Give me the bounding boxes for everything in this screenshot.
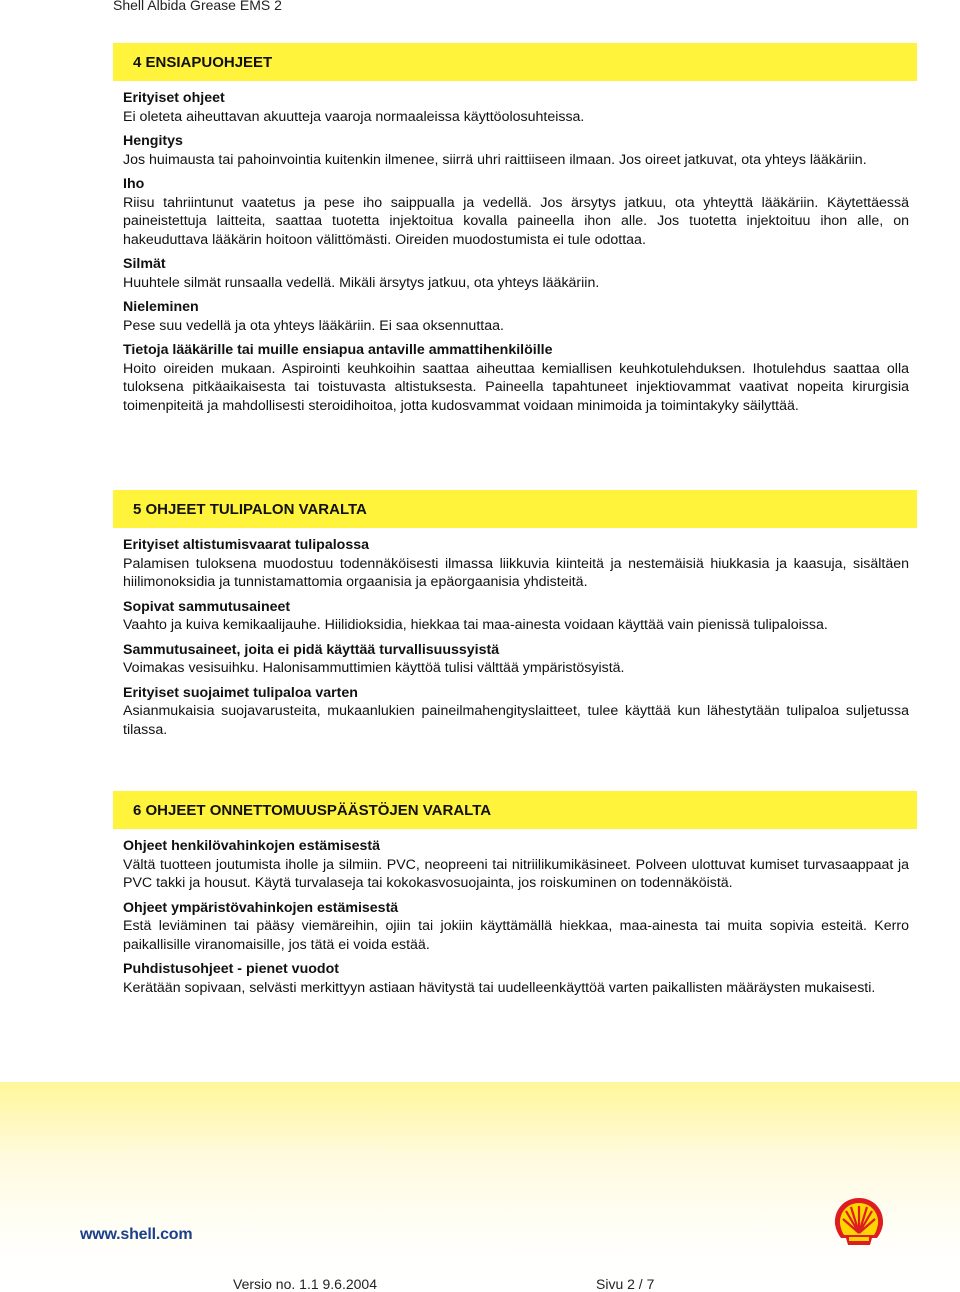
subsection-inhalation — [123, 132, 909, 169]
subsection-physician-info — [123, 341, 909, 415]
subsection-text: Voimakas vesisuihku. Halonisammuttimien käyttöä tulisi välttää ympäristösyistä. — [123, 660, 625, 676]
section-title-bar — [113, 43, 917, 81]
subsection-eyes — [123, 255, 909, 292]
subsection-heading: Puhdistusohjeet - pienet vuodot — [123, 961, 339, 977]
section-title-bar — [113, 490, 917, 528]
section-first-aid — [113, 43, 917, 415]
subsection-heading: Erityiset suojaimet tulipaloa varten — [123, 684, 358, 701]
subsection-heading: Silmät — [123, 256, 166, 272]
website-logo: www.shell.com — [80, 1226, 193, 1243]
subsection-heading: Ohjeet henkilövahinkojen estämisestä — [123, 838, 381, 854]
subsection-heading: Sopivat sammutusaineet — [123, 598, 291, 615]
shell-pecten-logo-icon — [832, 1196, 886, 1248]
subsection-heading: Erityiset ohjeet — [123, 90, 225, 106]
subsection-text: Hoito oireiden mukaan. Aspirointi keuhkoihin saattaa aiheuttaa kemiallisen keuhkotulehduksen. Ihotulehdus saattaa olla tuloksena pitkäaikaisesta tai toistuvasta altistuksesta. Paineella tapahtuneet injektiovammat vaativat nopeita kirurgisia toimenpiteitä ja mahdollisesti steroidihoitoa, jotta kudosvammat voidaan minimoida ja toimintakyky säilyttää. — [123, 360, 909, 414]
section-title-bar — [113, 791, 917, 829]
subsection-cleanup-small-spills — [123, 960, 909, 997]
subsection-skin — [123, 175, 909, 249]
section-fire-fighting — [113, 490, 917, 739]
subsection-text: Asianmukaisia suojavarusteita, mukaanlukien paineilmahengityslaitteet, tulee käyttää kun lähestytään tulipaloa suljetussa tilassa. — [123, 703, 909, 738]
subsection-personal-precautions — [123, 837, 909, 893]
subsection-extinguishing-media — [123, 598, 909, 635]
version-info: Versio no. 1.1 9.6.2004 — [233, 1276, 377, 1292]
subsection-heading: Sammutusaineet, joita ei pidä käyttää turvallisuussyistä — [123, 641, 500, 658]
subsection-heading: Erityiset altistumisvaarat tulipalossa — [123, 537, 370, 553]
subsection-text: Riisu tahriintunut vaatetus ja pese iho saippualla ja vedellä. Jos ärsytys jatkuu, ota yhteyttä lääkäriin. Käytettäessä paineistettuja laitteita, saattaa tuotetta injektoitua kovalla paineella ihon alle. Jos tuotetta injektoituu ihon alle, on hakeuduttava lääkärin hoitoon välittömästi. Oireiden muodostumista ei tule odottaa. — [123, 194, 909, 248]
subsection-text: Huuhtele silmät runsaalla vedellä. Mikäli ärsytys jatkuu, ota yhteys lääkäriin. — [123, 274, 600, 291]
section-title: 5 OHJEET TULIPALON VARALTA — [133, 500, 367, 518]
subsection-text: Palamisen tuloksena muodostuu todennäköisesti ilmassa liikkuvia kiinteitä ja nestemäisiä hiukkasia ja kaasuja, sisältäen hiilimonoksidia ja tunnistamattomia orgaanisia ja epäorgaanisia yhdisteitä. — [123, 555, 909, 590]
subsection-text: Jos huimausta tai pahoinvointia kuitenkin ilmenee, siirrä uhri raittiiseen ilmaan. Jos oireet jatkuvat, ota yhteys lääkäriin. — [123, 151, 867, 168]
subsection-text: Estä leviäminen tai pääsy viemäreihin, ojiin tai jokiin käyttämällä hiekkaa, maa-ainesta tai muita sopivia esteitä. Kerro paikallisille viranomaisille, jos tätä ei voida estää. — [123, 918, 909, 953]
subsection-fire-hazards — [123, 536, 909, 592]
subsection-heading: Nieleminen — [123, 299, 199, 315]
subsection-text: Kerätään sopivaan, selvästi merkittyyn astiaan hävitystä tai uudelleenkäyttöä varten paikallisten määräysten mukaisesti. — [123, 979, 876, 996]
subsection-special-instructions — [123, 89, 909, 126]
subsection-heading: Tietoja lääkärille tai muille ensiapua antaville ammattihenkilöille — [123, 342, 553, 358]
section-accidental-release — [113, 791, 917, 997]
subsection-text: Vaahto ja kuiva kemikaalijauhe. Hiilidioksidia, hiekkaa tai maa-ainesta voidaan käyttää vain pienissä tulipaloissa. — [123, 617, 828, 633]
subsection-ingestion — [123, 298, 909, 335]
subsection-text: Pese suu vedellä ja ota yhteys lääkäriin. Ei saa oksennuttaa. — [123, 317, 504, 334]
page-number: Sivu 2 / 7 — [596, 1276, 655, 1292]
section-title: 6 OHJEET ONNETTOMUUSPÄÄSTÖJEN VARALTA — [133, 801, 492, 819]
subsection-text: Vältä tuotteen joutumista iholle ja silmiin. PVC, neopreeni tai nitriilikumikäsineet. Polveen ulottuvat kumiset turvasaappaat ja PVC takki ja housut. Käytä turvalaseja tai kokokasvosuojainta, jos roiskuminen on todennäköistä. — [123, 856, 909, 891]
subsection-heading: Ohjeet ympäristövahinkojen estämisestä — [123, 899, 399, 916]
subsection-heading: Hengitys — [123, 133, 183, 149]
document-title: Shell Albida Grease EMS 2 — [113, 0, 282, 13]
subsection-unsuitable-media — [123, 641, 909, 678]
subsection-heading: Iho — [123, 176, 145, 192]
subsection-environmental-precautions — [123, 899, 909, 955]
subsection-protective-equipment — [123, 684, 909, 740]
section-title: 4 ENSIAPUOHJEET — [133, 53, 273, 71]
subsection-text: Ei oleteta aiheuttavan akuutteja vaaroja normaaleissa käyttöolosuhteissa. — [123, 108, 585, 125]
